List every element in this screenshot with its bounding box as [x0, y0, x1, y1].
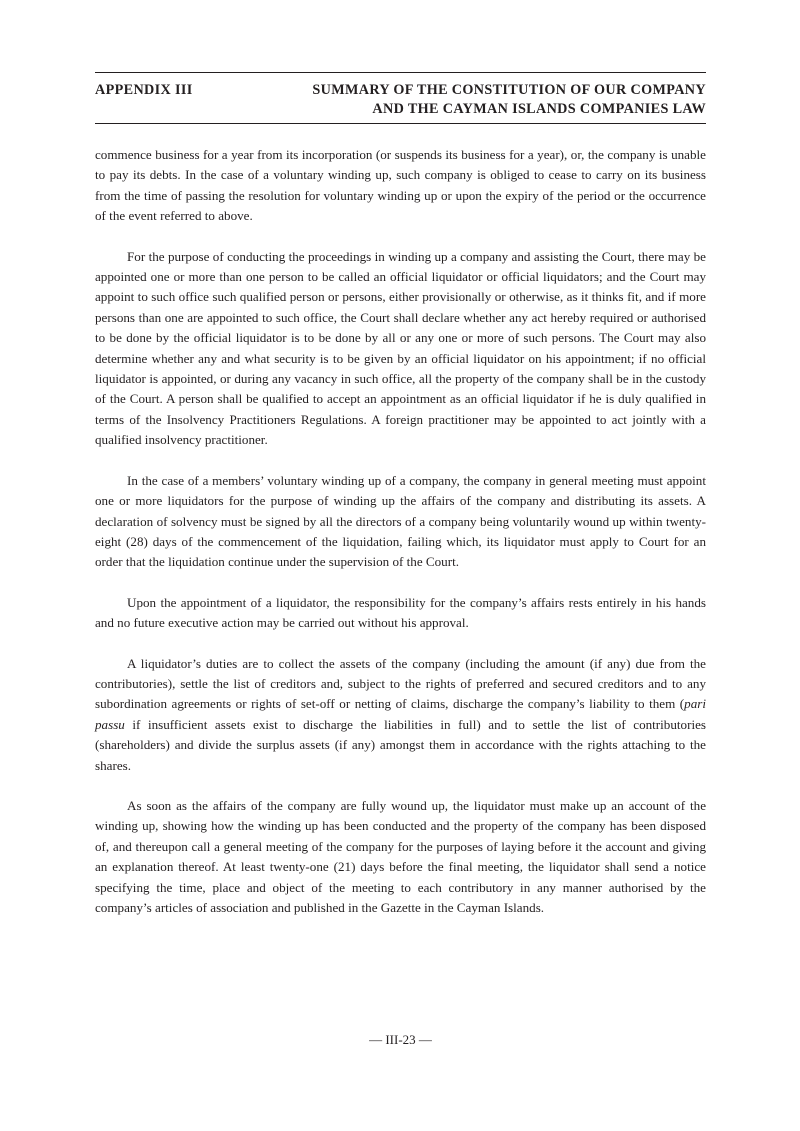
duties-text-start: A liquidator’s duties are to collect the assets of the company (including the amount (if any) due from the contributories), settle the list of creditors and, subject to the rights of preferred and secured creditors and to any subordination agreements or rights of set-off or netting of claims, discharge the company’s liability to them ( — [95, 655, 706, 712]
appendix-title-line-2: AND THE CAYMAN ISLANDS COMPANIES LAW — [372, 101, 706, 117]
header-bottom-rule — [95, 123, 706, 124]
paragraph-liquidator-duties — [95, 654, 706, 776]
running-header — [95, 81, 706, 119]
appendix-label: APPENDIX III — [95, 82, 193, 98]
duties-text-end: if insufficient assets exist to discharge the liabilities in full) and to settle the list of contributories (shareholders) and divide the surplus assets (if any) amongst them in accordance with the rights attaching to the shares. — [95, 716, 706, 773]
page-number: — III-23 — — [369, 1032, 432, 1047]
document-body — [95, 145, 706, 938]
paragraph-liquidator-responsibility: Upon the appointment of a liquidator, the responsibility for the company’s affairs rests entirely in his hands and no future executive action may be carried out without his approval. — [95, 594, 706, 631]
appendix-title-line-1: SUMMARY OF THE CONSTITUTION OF OUR COMPANY — [312, 82, 706, 98]
appendix-title — [312, 81, 706, 119]
paragraph-members-voluntary-winding-up: In the case of a members’ voluntary winding up of a company, the company in general meeting must appoint one or more liquidators for the purpose of winding up the affairs of the company and distributing its assets. A declaration of solvency must be signed by all the directors of a company being voluntarily wound up within twenty-eight (28) days of the commencement of the liquidation, failing which, its liquidator must apply to Court for an order that the liquidation continue under the supervision of the Court. — [95, 472, 706, 570]
pari-passu-term: pari passu — [95, 696, 706, 732]
header-top-rule — [95, 72, 706, 73]
paragraph-final-meeting: As soon as the affairs of the company are fully wound up, the liquidator must make up an account of the winding up, showing how the winding up has been conducted and the property of the company has been disposed of, and thereupon call a general meeting of the company for the purposes of laying before it the account and giving an explanation thereof. At least twenty-one (21) days before the final meeting, the liquidator shall send a notice specifying the time, place and object of the meeting to each contributory in any manner authorised by the company’s articles of association and published in the Gazette in the Cayman Islands. — [95, 797, 706, 915]
paragraph-winding-up-cessation: commence business for a year from its incorporation (or suspends its business for a year), or, the company is unable to pay its debts. In the case of a voluntary winding up, such company is obliged to cease to carry on its business from the time of passing the resolution for voluntary winding up or upon the expiry of the period or the occurrence of the event referred to above. — [95, 147, 706, 224]
document-page — [95, 0, 706, 1131]
paragraph-official-liquidator: For the purpose of conducting the proceedings in winding up a company and assisting the Court, there may be appointed one or more than one person to be called an official liquidator or official liquidators; and the Court may appoint to such office such qualified person or persons, either provisionally or otherwise, as it thinks fit, and if more persons than one are appointed to such office, the Court shall declare whether any act hereby required or authorised to be done by the official liquidator is to be done by all or any one or more of such persons. The Court may also determine whether any and what security is to be given by an official liquidator on his appointment; if no official liquidator is appointed, or during any vacancy in such office, all the property of the company shall be in the custody of the Court. A person shall be qualified to accept an appointment as an official liquidator if he is duly qualified in terms of the Insolvency Practitioners Regulations. A foreign practitioner may be appointed to act jointly with a qualified insolvency practitioner. — [95, 248, 706, 448]
